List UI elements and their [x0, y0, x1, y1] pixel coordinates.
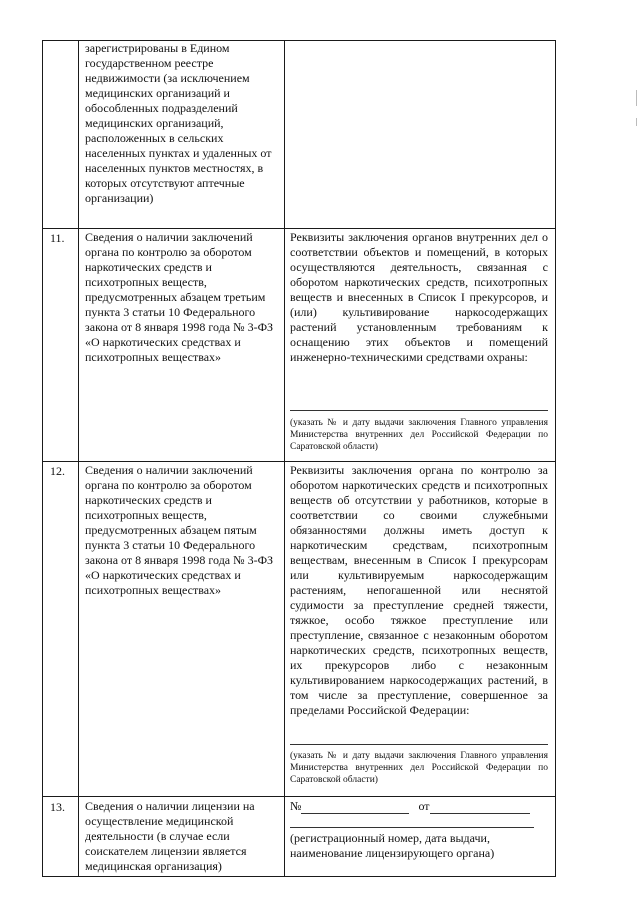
row-12-note: (указать № и дату выдачи заключения Главного управления Министерства внутренних дел Российской Федерации по Саратовской области): [290, 751, 548, 785]
row-11-note: (указать № и дату выдачи заключения Главного управления Министерства внутренних дел Российской Федерации по Саратовской области): [290, 418, 548, 452]
scan-mark: [636, 90, 637, 106]
license-number-label: №: [290, 799, 302, 813]
row-separator: [42, 796, 556, 797]
license-fill-line: [290, 827, 534, 828]
row-12-right-text: Реквизиты заключения органа по контролю за оборотом наркотических средств и психотропных веществ об отсутствии у работников, которые в соответствии со своими служебными обязанностями должны иметь доступ к наркотическим средствам, психотропным веществам, внесенным в Список I прекурсорам или культивируемым наркосодержащим растениям, непогашенной или неснятой судимости за преступление средней тяжести, тяжкое, особо тяжкое преступление или преступление, связанное с незаконным оборотом наркотических средств, психотропных веществ, их прекурсоров либо с незаконным культивированием наркосодержащих растений, в том числе за преступление, совершенное за пределами Российской Федерации:: [290, 463, 548, 717]
license-number-line: [290, 799, 548, 814]
row-12-number: 12.: [50, 464, 65, 478]
table-divider-number: [78, 40, 79, 877]
row-12-left-text: Сведения о наличии заключений органа по контролю за оборотом наркотических средств и психотропных веществ, предусмотренных абзацем пятым пункта 3 статьи 10 Федерального закона от 8 января 1998 года № 3-ФЗ «О наркотических средствах и психотропных веществах»: [85, 463, 274, 597]
row-separator: [42, 228, 556, 229]
license-note: (регистрационный номер, дата выдачи, наименование лицензирующего органа): [290, 831, 495, 860]
row-13-number: 13.: [50, 800, 65, 814]
row-separator: [42, 461, 556, 462]
license-date-underline: [430, 802, 530, 814]
table-border-right: [555, 40, 556, 877]
scan-mark: [636, 118, 637, 126]
row-13-left-text: Сведения о наличии лицензии на осуществление медицинской деятельности (в случае если соискателем лицензии является медицинская организация): [85, 799, 255, 873]
table-border-left: [42, 40, 43, 877]
row-11-right-text: Реквизиты заключения органов внутренних дел о соответствии объектов и помещений, в которых осуществляются деятельность, связанная с оборотом наркотических средств, психотропных веществ и внесенных в Список I прекурсоров, и (или) культивирование наркосодержащих растений установленным требованиям к оснащению этих объектов и помещений инженерно-техническими средствами охраны:: [290, 230, 548, 364]
row-11-fill-line: [290, 410, 548, 411]
license-number-underline: [301, 802, 409, 814]
table-divider-columns: [284, 40, 285, 877]
license-date-label: от: [418, 799, 430, 813]
row-separator: [42, 876, 556, 877]
row-11-left-text: Сведения о наличии заключений органа по контролю за оборотом наркотических средств и психотропных веществ, предусмотренных абзацем третьим пункта 3 статьи 10 Федерального закона от 8 января 1998 года № 3-ФЗ «О наркотических средствах и психотропных веществах»: [85, 230, 274, 364]
row-12-fill-line: [290, 744, 548, 745]
row-continuation-left-text: зарегистрированы в Едином государственном реестре недвижимости (за исключением медицинских организаций и обособленных подразделений медицинских организаций, расположенных в сельских населенных пунктах и удаленных от населенных пунктов местностях, в которых отсутствуют аптечные организации): [85, 41, 272, 205]
row-11-number: 11.: [50, 231, 65, 245]
